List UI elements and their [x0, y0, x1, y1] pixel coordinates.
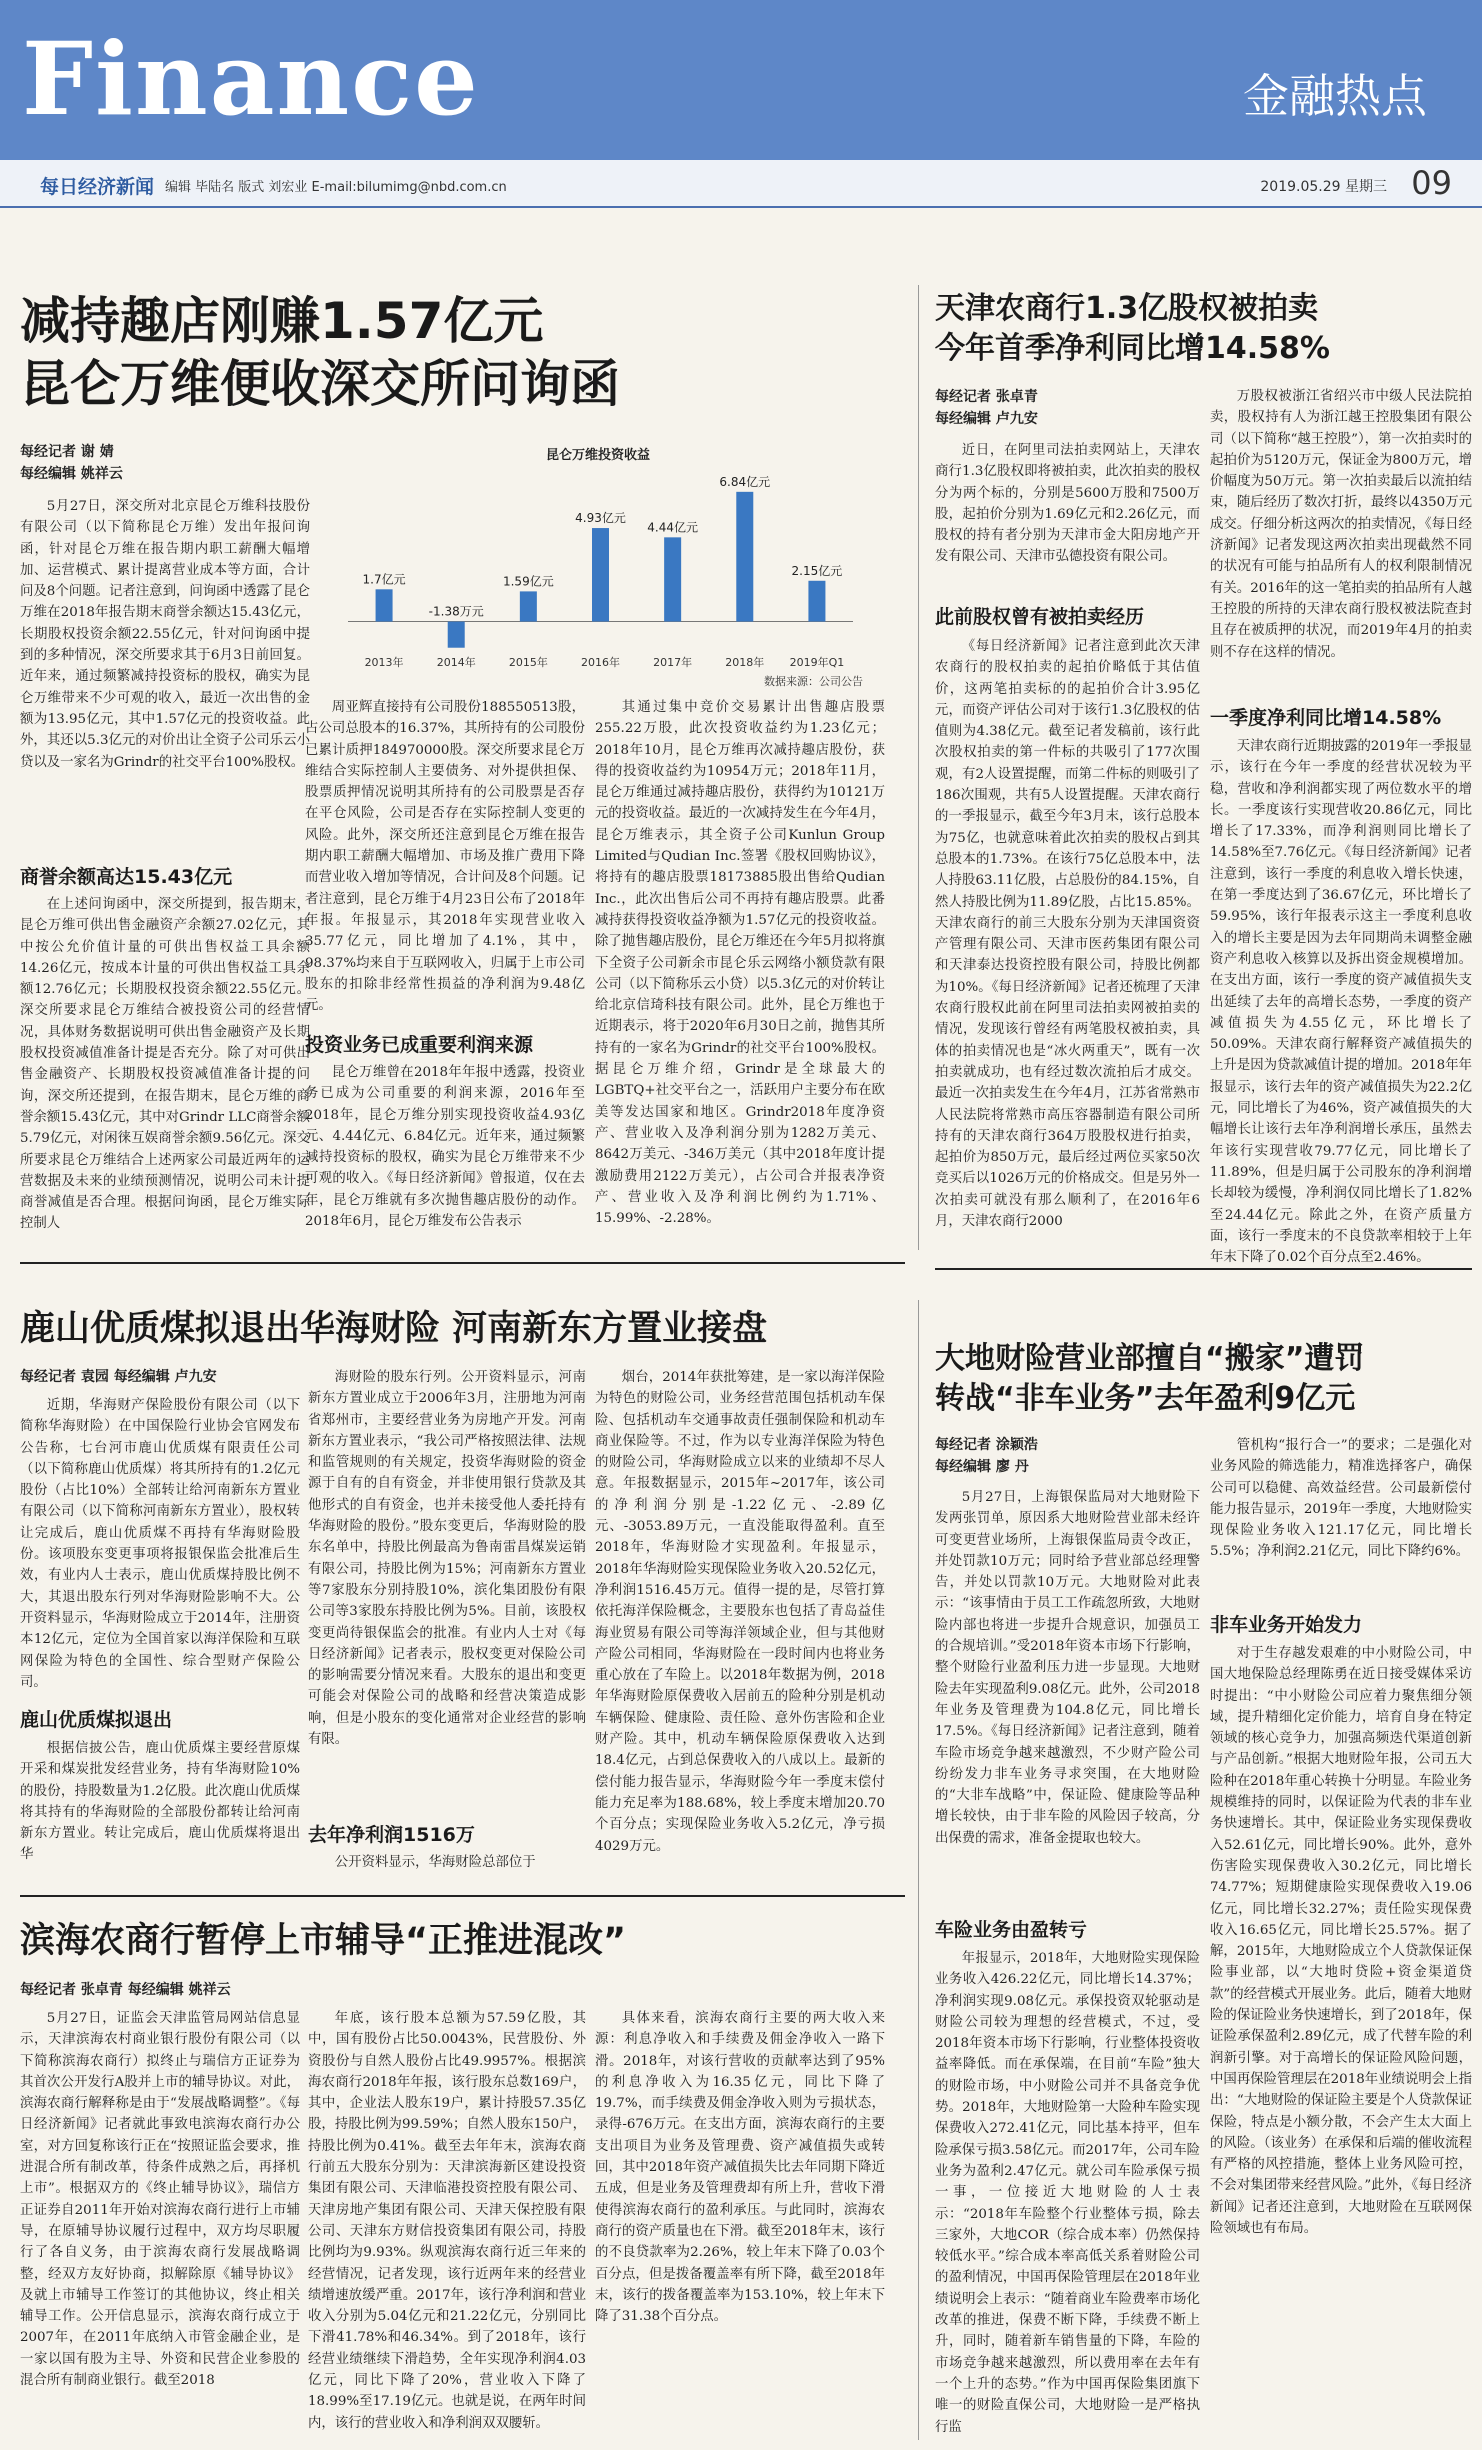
paragraph: 周亚辉直接持有公司股份188550513股，占公司总股本的16.37%，其所持有的公司股份已累计质押184970000股。深交所要求昆仑万维结合实际控制人主要债务、对外提供担保、股票质押情况说明其所持有的公司股票是否存在平仓风险，公司是否存在实际控制人变更的风险。此外，深交所还注意到昆仑万维在报告期内职工薪酬大幅增加、市场及推广费用下降而营业收入增加等情况，合计问及8个问题。记者注意到，昆仑万维于4月23日公布了2018年年报。年报显示，其2018年实现营业收入35.77亿元，同比增加了4.1%，其中，98.37%均来自于互联网收入，归属于上市公司股东的扣除非经常性损益的净利润为9.48亿元。: [305, 700, 585, 1014]
editor: 每经编辑 姚祥云: [20, 465, 123, 482]
article-column: [595, 697, 885, 1252]
byline: [935, 1435, 1195, 1478]
article-column: [935, 1487, 1200, 1907]
section-title: 金融热点: [1243, 69, 1427, 123]
subhead: 投资业务已成重要利润来源: [305, 1034, 534, 1056]
paragraph: 近日，在阿里司法拍卖网站上，天津农商行1.3亿股权即将被拍卖，此次拍卖的股权分为两个标的，分别是5600万股和7500万股，起拍价分别为1.69亿元和2.26亿元，而股权的持有者分别为天津市金大阳房地产开发有限公司、天津市弘德投资有限公司。: [935, 443, 1200, 565]
chart-bar: [664, 537, 681, 621]
byline: [935, 387, 1195, 430]
paragraph: 海财险的股东行列。公开资料显示，河南新东方置业成立于2006年3月，注册地为河南省郑州市，主要经营业务为房地产开发。河南新东方置业表示，“我公司严格按照法律、法规和监管规则的有关规定，投资华海财险的资金源于自有的自有资金，并非使用银行贷款及其他形式的自有资金，也并未接受他人委托持有华海财险的股份。”股东变更后，华海财险的股东名单中，持股比例最高为鲁南雷昌煤炭运销有限公司，持股比例为15%；河南新东方置业等7家股东分别持股10%，滨化集团股份有限公司等3家股东持股比例为5%。目前，该股权变更尚待银保监会的批准。有业内人士对《每日经济新闻》记者表示，股权变更对保险公司的影响需要分情况来看。大股东的退出和变更可能会对保险公司的战略和经营决策造成影响，但是小股东的变化通常对企业经营的影响有限。: [308, 1370, 586, 1748]
article-column: [20, 2008, 300, 2440]
headline: 滨海农商行暂停上市辅导“正推进混改”: [20, 1921, 627, 1961]
section-divider: [935, 1268, 1472, 1270]
headline: 鹿山优质煤拟退出华海财险 河南新东方置业接盘: [20, 1309, 768, 1349]
paragraph: 根据信披公告，鹿山优质煤主要经营原煤开采和煤炭批发经营业务，持有华海财险10%的股份，持股数量为1.2亿股。此次鹿山优质煤将其持有的华海财险的全部股份都转让给河南新东方置业。转让完成后，鹿山优质煤将退出华: [20, 1741, 300, 1863]
chart-bar: [376, 589, 393, 621]
paragraph: 烟台，2014年获批筹建，是一家以海洋保险为特色的财险公司，业务经营范围包括机动车保险、包括机动车交通事故责任强制保险和机动车商业保险等。不过，作为以专业海洋保险为特色的财险公司，华海财险成立以来的业绩却不尽人意。年报数据显示，2015年~2017年，该公司的净利润分别是-1.22亿元、-2.89亿元、-3053.89万元，一直没能取得盈利。直至2018年，华海财险才实现盈利。年报显示，2018年华海财险实现保险业务收入20.52亿元，净利润1516.45万元。值得一提的是，尽管打算依托海洋保险概念，主要股东也包括了青岛益佳海业贸易有限公司等海洋领域企业，但与其他财产险公司相同，华海财险在一段时间内也将业务重心放在了车险上。以2018年数据为例，2018年华海财险原保费收入居前五的险种分别是机动车辆保险、健康险、责任险、意外伤害险和企业财产险。其中，机动车辆保险原保费收入达到18.4亿元，占到总保费收入的八成以上。最新的偿付能力报告显示，华海财险今年一季度末偿付能力充足率为188.68%，较上季度末增加20.70个百分点；实现保险业务收入5.2亿元，净亏损4029万元。: [595, 1370, 885, 1854]
section-divider: [20, 1895, 905, 1897]
chart-bar: [736, 492, 753, 622]
paragraph: 在上述问询函中，深交所提到，报告期末，昆仑万维可供出售金融资产余额27.02亿元，其中按公允价值计量的可供出售权益工具余额14.26亿元，按成本计量的可供出售权益工具余额12.76亿元；长期股权投资余额22.55亿元。深交所要求昆仑万维结合被投资公司的经营情况，具体财务数据说明可供出售金融资产及长期股权投资减值准备计提是否充分。除了对可供出售金融资产、长期股权投资减值准备计提的问询，深交所还提到，在报告期末，昆仑万维的商誉余额15.43亿元，其中对Grindr LLC商誉余额5.79亿元，对闲徕互娱商誉余额9.56亿元。深交所要求昆仑万维结合上述两家公司最近两年的运营数据及未来的业绩预测情况，说明公司未计提商誉减值是否合理。根据问询函，昆仑万维实际控制人: [20, 897, 310, 1232]
article-column: [305, 697, 585, 1022]
sub-header: [0, 160, 1482, 208]
paragraph: 昆仑万维曾在2018年年报中透露，投资业务已成为公司重要的利润来源，2016年至2018年，昆仑万维分别实现投资收益4.93亿元、4.44亿元、6.84亿元。近年来，通过频繁减持投资标的股权，确实为昆仑万维带来不少可观的收入。《每日经济新闻》曾报道，仅在去年，昆仑万维就有多次抛售趣店股份的动作。2018年6月，昆仑万维发布公告表示: [305, 1065, 585, 1230]
masthead: [0, 0, 1482, 160]
chart-data-label: -1.38万元: [428, 604, 484, 619]
headline-line2: 今年首季净利同比增14.58%: [935, 331, 1330, 366]
chart-tick-label: 2014年: [436, 656, 476, 669]
article-column: [935, 440, 1200, 590]
article-column: [308, 1852, 586, 1878]
paragraph: 万股权被浙江省绍兴市中级人民法院拍卖，股权持有人为浙江越王控股集团有限公司（以下简称“越王控股”），第一次拍卖时的起拍价为5120万元，保证金为800万元，增价幅度为50万元。第一次拍卖最后以流拍结束，随后经历了数次打折，最终以4350万元成交。仔细分析这两次的拍卖情况，《每日经济新闻》记者发现这两次拍卖出现截然不同的状况有可能与拍品所有人的权利限制情况有关。2016年的这一笔拍卖的拍品所有人越王控股的所持的天津农商行股权被法院查封且存在被质押的状况，而2019年4月的拍卖则不存在这样的情况。: [1210, 389, 1472, 660]
chart-tick-label: 2019年Q1: [789, 656, 845, 669]
headline-line1: 天津农商行1.3亿股权被拍卖: [935, 291, 1319, 326]
chart-tick-label: 2017年: [653, 656, 693, 669]
page-number: 09: [1411, 164, 1452, 202]
chart-data-label: 1.7亿元: [362, 572, 406, 587]
headline-line1: 大地财险营业部擅自“搬家”遭罚: [935, 1341, 1365, 1376]
chart-data-label: 1.59亿元: [502, 574, 554, 589]
article-column: [305, 1062, 585, 1252]
article-column: [935, 1948, 1200, 2440]
chart-source: 数据来源：公司公告: [764, 675, 863, 688]
byline: [20, 442, 310, 485]
editor: 每经编辑 廖 丹: [935, 1458, 1029, 1475]
paragraph: 其通过集中竞价交易累计出售趣店股票255.22万股，此次投资收益约为1.23亿元；2018年10月，昆仑万维再次减持趣店股份，获得的投资收益约为10954万元；2018年11月，昆仑万维通过减持趣店股份，获得约为10121万元的投资收益。最近的一次减持发生在今年4月，昆仑万维表示，其全资子公司Kunlun Group Limited与Qudian Inc.签署《股权回购协议》，将持有的趣店股票18173885股出售给Qudian Inc.，此次出售后公司不再持有趣店股票。此番减持获得投资收益净额为1.57亿元的投资收益。除了抛售趣店股份，昆仑万维还在今年5月拟将旗下全资子公司新余市昆仑乐云网络小额贷款有限公司（以下简称乐云小贷）以5.3亿元的对价转让给北京信琦科技有限公司。此外，昆仑万维也于近期表示，将于2020年6月30日之前，抛售其所持有的一家名为Grindr的社交平台100%股权。据昆仑万维介绍，Grindr是全球最大的LGBTQ+社交平台之一，活跃用户主要分布在欧美等发达国家和地区。Grindr2018年度净资产、营业收入及净利润分别为1282万美元、8642万美元、-346万美元（其中2018年度计提激励费用2122万美元），占公司合并报表净资产、营业收入及净利润比例约为1.71%、15.99%、-2.28%。: [595, 700, 885, 1227]
brand-name: 每日经济新闻: [40, 176, 155, 198]
paragraph: 近期，华海财产保险股份有限公司（以下简称华海财险）在中国保险行业协会官网发布公告称，七台河市鹿山优质煤有限责任公司（以下简称鹿山优质煤）将其所持有的1.2亿元股份（占比10%）全部转让给河南新东方置业有限公司（以下简称河南新东方置业），股权转让完成后，鹿山优质煤不再持有华海财险股份。该项股东变更事项将报银保监会批准后生效，有业内人士表示，鹿山优质煤持股比例不大，其退出股东行列对华海财险影响不大。公开资料显示，华海财险成立于2014年，注册资本12亿元，定位为全国首家以海洋保险和互联网保险为特色的全国性、综合型财产保险公司。: [20, 1398, 300, 1690]
investment-income-chart: [328, 445, 868, 690]
issue-date: 2019.05.29 星期三: [1260, 179, 1387, 195]
article-column: [1210, 1643, 1472, 2440]
article-column: [20, 496, 310, 858]
chart-data-label: 4.93亿元: [575, 511, 626, 526]
chart-tick-label: 2016年: [581, 656, 620, 669]
chart-title: 昆仑万维投资收益: [545, 448, 651, 463]
subhead: 非车业务开始发力: [1210, 1614, 1363, 1636]
paragraph: 公开资料显示，华海财险总部位于: [334, 1855, 536, 1870]
headline-line2: 转战“非车业务”去年盈利9亿元: [935, 1381, 1356, 1416]
subhead: 去年净利润1516万: [308, 1824, 475, 1846]
paragraph: 年底，该行股本总额为57.59亿股，其中，国有股份占比50.0043%，民营股份、外资股份与自然人股份占比49.9957%。根据滨海农商行2018年年报，该行股东总数169户，其中，企业法人股东19户，累计持股57.35亿股，持股比例为99.59%；自然人股东150户，持股比例为0.41%。截至去年年末，滨海农商行前五大股东分别为：天津滨海新区建设投资集团有限公司、天津临港投资控股有限公司、天津房地产集团有限公司、天津天保控股有限公司、天津东方财信投资集团有限公司，持股比例均为9.93%。纵观滨海农商行近三年来的经营情况，记者发现，该行近两年来的经营业绩增速放缓严重。2017年，该行净利润和营业收入分别为5.04亿元和21.22亿元，分别同比下滑41.78%和46.34%。到了2018年，该行经营业绩继续下滑趋势，全年实现净利润4.03亿元，同比下降了20%，营业收入下降了18.99%至17.19亿元。也就是说，在两年时间内，该行的营业收入和净利润双双腰斩。: [308, 2011, 586, 2431]
editor: 每经编辑 卢九安: [935, 410, 1038, 427]
subhead: 商誉余额高达15.43亿元: [20, 866, 233, 888]
chart-bar: [808, 581, 825, 622]
chart-tick-label: 2013年: [364, 656, 404, 669]
article-column: [20, 1738, 300, 1878]
chart-tick-label: 2015年: [508, 656, 548, 669]
column-divider: [918, 1300, 919, 2440]
chart-data-label: 2.15亿元: [791, 563, 843, 578]
article-column: [308, 2008, 586, 2440]
article-column: [20, 894, 310, 1250]
subhead: 此前股权曾有被拍卖经历: [935, 606, 1145, 628]
article-column: [1210, 386, 1472, 688]
byline: 每经记者 张卓青 每经编辑 姚祥云: [20, 1982, 231, 1998]
headline-line1: 减持趣店刚赚1.57亿元: [20, 292, 544, 350]
chart-data-label: 6.84亿元: [719, 474, 771, 489]
masthead-title: Finance: [22, 20, 480, 138]
subhead: 一季度净利同比增14.58%: [1210, 707, 1442, 729]
article-column: [20, 1395, 300, 1695]
paragraph: 5月27日，深交所对北京昆仑万维科技股份有限公司（以下简称昆仑万维）发出年报问询函，针对昆仑万维在报告期内职工薪酬大幅增加、运营模式、累计提离营业成本等方面，合计问及8个问题。记者注意到，问询函中透露了昆仑万维在2018年报告期末商誉余额达15.43亿元，长期股权投资余额22.55亿元，针对问询函中提到的多种情况，深交所要求其于6月3日前回复。近年来，通过频繁减持投资标的股权，确实为昆仑万维带来不少可观的收入，最近一次出售的金额为13.95亿元，其中1.57亿元的投资收益。此外，其还以5.3亿元的对价出让全资子公司乐云小贷以及一家名为Grindr的社交平台100%股权。: [20, 499, 310, 770]
paragraph: 管机构“报行合一”的要求；二是强化对业务风险的筛选能力，精准选择客户，确保公司可以稳健、高效益经营。公司最新偿付能力报告显示，2019年一季度，大地财险实现保险业务收入121.17亿元，同比增长5.5%；净利润2.21亿元，同比下降约6%。: [1210, 1438, 1472, 1560]
chart-bar: [448, 622, 465, 648]
article-column: [308, 1367, 586, 1807]
paragraph: 对于生存越发艰难的中小财险公司，中国大地保险总经理陈勇在近日接受媒体采访时提出：“中小财险公司应着力聚焦细分领域，提升精细化定价能力，培育自身在特定领域的核心竞争力，加强高频迭代渠道创新与产品创新。”根据大地财险年报，公司五大险种在2018年重心转换十分明显。车险业务规模维持的同时，以保证险为代表的非车业务快速增长。其中，保证险业务实现保费收入52.61亿元，同比增长90%。此外，意外伤害险实现保费收入30.2亿元，同比增长74.77%；短期健康险实现保费收入19.06亿元，同比增长32.27%；责任险实现保费收入16.65亿元，同比增长25.57%。据了解，2015年，大地财险成立个人贷款保证保险事业部，以“大地时贷险+资金渠道贷款”的经营模式开展业务。此后，随着大地财险的保证险业务快速增长，到了2018年，保证险承保盈利2.89亿元，成了代替车险的利润新引擎。对于高增长的保证险风险问题，中国再保险管理层在2018年业绩说明会上指出：“大地财险的保证险主要是个人贷款保证保险，特点是小额分散，不会产生太大面上的风险。（该业务）在承保和后端的催收流程有严格的风控措施，整体上业务风险可控，不会对集团带来经营风险。”此外，《每日经济新闻》记者还注意到，大地财险在互联网保险领域也有布局。: [1210, 1646, 1472, 2237]
article-column: [935, 636, 1200, 1256]
reporter: 每经记者 涂颖浩: [935, 1437, 1038, 1453]
headline-line2: 昆仑万维便收深交所问询函: [20, 355, 620, 413]
article-column: [595, 1367, 885, 1877]
chart-tick-label: 2018年: [725, 656, 765, 669]
subhead: 车险业务由盈转亏: [935, 1919, 1088, 1941]
article-column: [1210, 1435, 1472, 1587]
byline: 每经记者 袁园 每经编辑 卢九安: [20, 1369, 217, 1385]
reporter: 每经记者 谢 婧: [20, 444, 114, 460]
chart-bar: [520, 591, 537, 621]
paragraph: 《每日经济新闻》记者注意到此次天津农商行的股权拍卖的起拍价略低于其估值价，这两笔拍卖标的的起拍价合计3.95亿元，而资产评估公司对于该行1.3亿股权的估值则为4.38亿元。截至记者发稿前，该行此次股权拍卖的第一件标的共吸引了177次围观，有2人设置提醒，而第二件标的则吸引了186次围观，共有5人设置提醒。天津农商行的一季报显示，截至今年3月末，该行总股本为75亿，也就意味着此次拍卖的股权占到其总股本的1.73%。在该行75亿总股本中，法人持股63.11亿股，占总股份的84.15%，自然人持股比例为11.89亿股，占比15.85%。天津农商行的前三大股东分别为天津国资资产管理有限公司、天津市医药集团有限公司和天津泰达投资控股有限公司，持股比例都为10%。《每日经济新闻》记者还梳理了天津农商行股权此前在阿里司法拍卖网被拍卖的情况，发现该行曾经有两笔股权被拍卖，具体的拍卖情况也是“冰火两重天”，既有一次拍卖就成功，也有经过数次流拍后才成交。最近一次拍卖发生在今年4月，江苏省常熟市人民法院将常熟市高压容器制造有限公司所持有的天津农商行364万股股权进行拍卖，起拍价为850万元，最后经过两位买家50次竞买后以1026万元的价格成交。但是另外一次拍卖可就没有那么顺利了，在2016年6月，天津农商行2000: [935, 639, 1200, 1230]
paragraph: 5月27日，证监会天津监管局网站信息显示，天津滨海农村商业银行股份有限公司（以下简称滨海农商行）拟终止与瑞信方正证券为其首次公开发行A股并上市的辅导协议。对此，滨海农商行解释称是由于“发展战略调整”。《每日经济新闻》记者就此事致电滨海农商行办公室，对方回复称该行正在“按照证监会要求，推进混合所有制改革，待条件成熟之后，再择机上市”。根据双方的《终止辅导协议》，瑞信方正证券自2011年开始对滨海农商行进行上市辅导，在原辅导协议履行过程中，双方均尽职履行了各自义务，由于滨海农商行发展战略调整，经双方友好协商，拟解除原《辅导协议》及就上市辅导工作签订的其他协议，终止相关辅导工作。公开信息显示，滨海农商行成立于2007年，在2011年底纳入市管金融企业，是一家以国有股为主导、外资和民营企业参股的混合所有制商业银行。截至2018: [20, 2011, 300, 2389]
chart-bar: [592, 528, 609, 622]
paragraph: 具体来看，滨海农商行主要的两大收入来源：利息净收入和手续费及佣金净收入一路下滑。2018年，对该行营收的贡献率达到了95%的利息净收入为16.35亿元，同比下降了19.7%，而手续费及佣金净收入则为亏损状态，录得-676万元。在支出方面，滨海农商行的主要支出项目为业务及管理费、资产减值损失或转回，其中2018年资产减值损失比去年同期下降近五成，但是业务及管理费却有所上升，营收下滑使得滨海农商行的盈利承压。与此同时，滨海农商行的资产质量也在下滑。截至2018年末，该行的不良贷款率为2.26%，较上年末下降了0.03个百分点，但是拨备覆盖率有所下降，截至2018年末，该行的拨备覆盖率为153.10%，较上年末下降了31.38个百分点。: [595, 2011, 885, 2325]
subhead: 鹿山优质煤拟退出: [20, 1709, 173, 1731]
chart-data-label: 4.44亿元: [647, 520, 699, 535]
paragraph: 5月27日，上海银保监局对大地财险下发两张罚单，原因系大地财险营业部未经许可变更营业场所，上海银保监局责令改正，并处罚款10万元；同时给予营业部总经理警告，并处以罚款10万元。大地财险对此表示：“该事情由于员工工作疏忽所致，大地财险内部也将进一步提升合规意识，加强员工的合规培训。”受2018年资本市场下行影响，整个财险行业盈利压力进一步显现。大地财险去年实现盈利9.08亿元。此外，公司2018年业务及管理费为104.8亿元，同比增长17.5%。《每日经济新闻》记者注意到，随着车险市场竞争越来越激烈，不少财产险公司纷纷发力非车业务寻求突围，在大地财险的“大非车战略”中，保证险、健康险等品种增长较快，由于非车险的风险因子较高，分出保费的需求，准备金提取也较大。: [935, 1490, 1200, 1846]
reporter: 每经记者 张卓青: [935, 389, 1038, 405]
article-column: [1210, 736, 1472, 1266]
section-divider: [20, 1262, 905, 1264]
paragraph: 年报显示，2018年，大地财险实现保险业务收入426.22亿元，同比增长14.37%；净利润实现9.08亿元。承保投资双轮驱动是财险公司较为理想的经营模式，不过，受2018年资本市场下行影响，行业整体投资收益率降低。而在承保端，在目前“车险”独大的财险市场，中小财险公司并不具备竞争优势。2018年，大地财险第一大险种车险实现保费收入272.41亿元，同比基本持平，但车险承保亏损3.58亿元。而2017年，公司车险业务为盈利2.47亿元。就公司车险承保亏损一事，一位接近大地财险的人士表示：“2018年车险整个行业整体亏损，除去三家外，大地COR（综合成本率）仍然保持较低水平。”综合成本率高低关系着财险公司的盈利情况，中国再保险管理层在2018年业绩说明会上表示：“随着商业车险费率市场化改革的推进，保费不断下降，手续费不断上升，同时，随着新车销售量的下降，车险的市场竞争越来越激烈，所以费用率在去年有一个上升的态势。”作为中国再保险集团旗下唯一的财险直保公司，大地财险一是严格执行监: [935, 1951, 1200, 2435]
article-column: [595, 2008, 885, 2440]
column-divider: [918, 285, 919, 1250]
paragraph: 天津农商行近期披露的2019年一季报显示，该行在今年一季度的经营状况较为平稳，营收和净利润都实现了两位数水平的增长。一季度该行实现营收20.86亿元，同比增长了17.33%，而净利润则同比增长了14.58%至7.76亿元。《每日经济新闻》记者注意到，该行一季度的利息收入增长快速，在第一季度达到了36.67亿元，环比增长了59.95%，该行年报表示这主一季度利息收入的增长主要是因为去年同期尚未调整金融资产利息收入核算以及拆出资金规模增加。在支出方面，该行一季度的资产减值损失支出延续了去年的高增长态势，一季度的资产减值损失为4.55亿元，环比增长了50.09%。天津农商行解释资产减值损失的上升是因为贷款减值计提的增加。2018年年报显示，该行去年的资产减值损失为22.2亿元，同比增长了为46%，资产减值损失的大幅增长让该行去年净利润增长承压，虽然去年该行实现营收79.77亿元，同比增长了11.89%，但是归属于公司股东的净利润增长却较为缓慢，净利润仅同比增长了1.82%至24.44亿元。除此之外，在资产质量方面，该行一季度末的不良贷款率相较于上年年末下降了0.02个百分点至2.46%。: [1210, 739, 1472, 1266]
staff-credits: 编辑 毕陆名 版式 刘宏业 E-mail:bilumimg@nbd.com.cn: [165, 180, 507, 195]
